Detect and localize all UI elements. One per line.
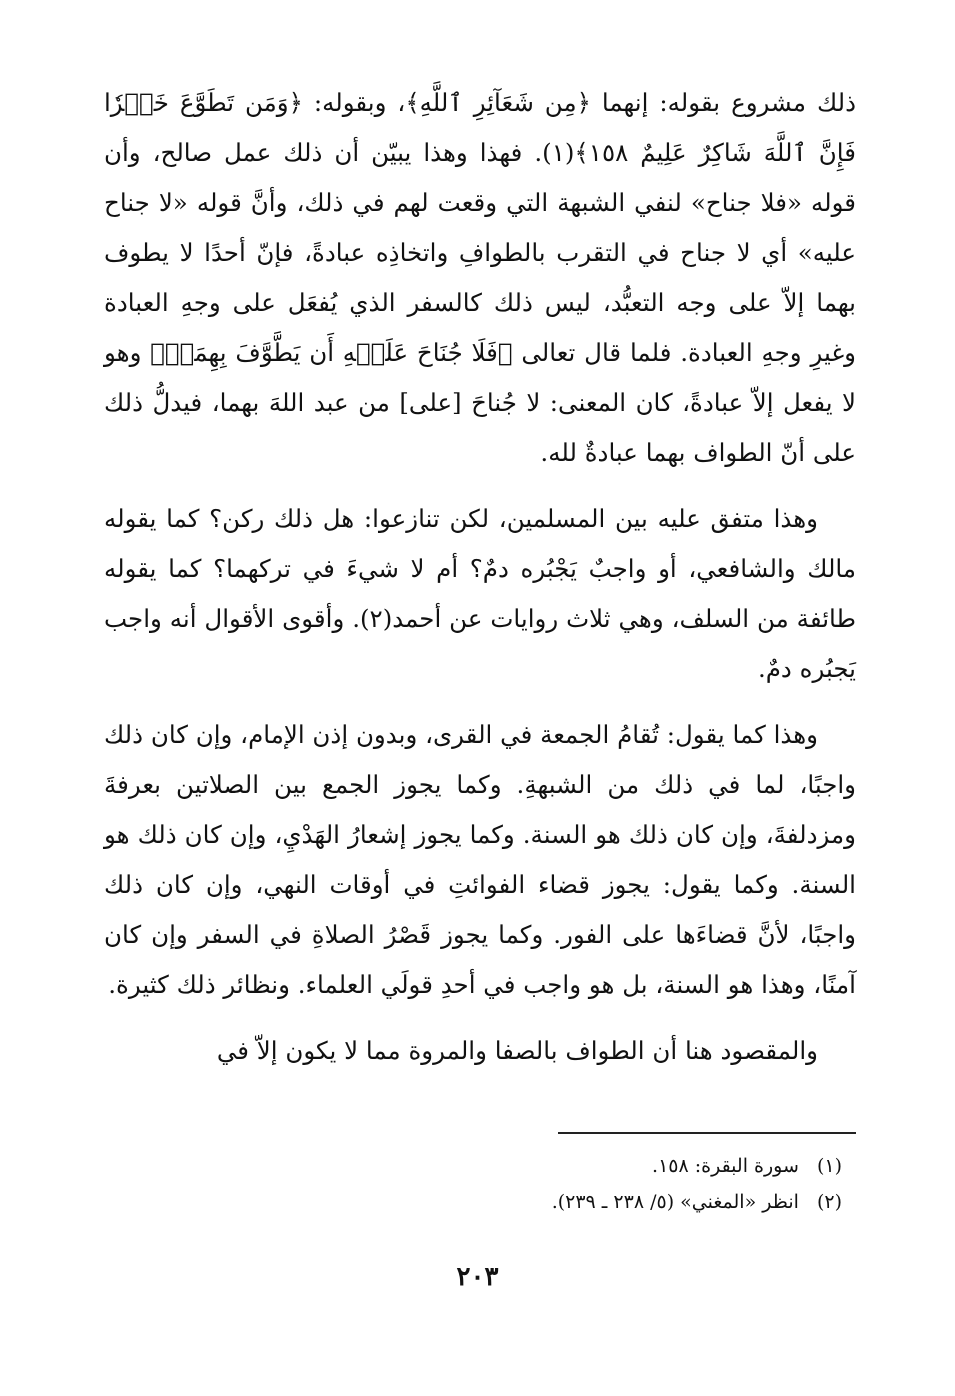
footnote-number: (٢)	[816, 1191, 842, 1213]
footnote-divider	[558, 1132, 856, 1134]
paragraph: ذلك مشروع بقوله: إنهما ﴿مِن شَعَآئِرِ ٱللَّهِ﴾، وبقوله: ﴿وَمَن تَطَوَّعَ خَيۡرٗا فَإِنَّ ٱللَّهَ شَاكِرٌ عَلِيمٌ ١٥٨﴾(١). فهذا وهذا يبيّن أن ذلك عمل صالح، وأن قوله «فلا جناح» لنفي الشبهة التي وقعت لهم في ذلك، وأنَّ قوله «لا جناح عليه» أي لا جناح في التقرب بالطوافِ واتخاذِه عبادةً، فإنّ أحدًا لا يطوف بهما إلاّ على وجه التعبُّد، ليس ذلك كالسفر الذي يُفعَل على وجهِ العبادة وغيرِ وجهِ العبادة. فلما قال تعالى ﴿فَلَا جُنَاحَ عَلَيۡهِ أَن يَطَّوَّفَ بِهِمَاۚ﴾ وهو لا يفعل إلاّ عبادةً، كان المعنى: لا جُناحَ [على] من عبد اللهَ بهما، فيدلُّ ذلك على أنّ الطواف بهما عبادةٌ لله.	[104, 88, 856, 467]
paragraph: وهذا كما يقول: تُقامُ الجمعة في القرى، وبدون إذن الإمام، وإن كان ذلك واجبًا، لما في ذلك من الشبهةِ. وكما يجوز الجمع بين الصلاتين بعرفةَ ومزدلفةَ، وإن كان ذلك هو السنة. وكما يجوز إشعارُ الهَدْيِ، وإن كان ذلك هو السنة. وكما يقول: يجوز قضاء الفوائتِ في أوقات النهي، وإن كان ذلك واجبًا، لأنَّ قضاءَها على الفور. وكما يجوز قَصْرُ الصلاةِ في السفر وإن كان آمنًا، وهذا هو السنة، بل هو واجب في أحدِ قولَي العلماء. ونظائر ذلك كثيرة.	[104, 720, 856, 999]
footnote-text: انظر «المغني» (٥/ ٢٣٨ ـ ٢٣٩).	[551, 1191, 799, 1213]
page-number: ٢٠٣	[456, 1262, 499, 1292]
paragraph: وهذا متفق عليه بين المسلمين، لكن تنازعوا: هل ذلك ركن؟ كما يقوله مالك والشافعي، أو واجبٌ يَجْبُره دمٌ؟ أم لا شيءَ في تركهما؟ كما يقوله طائفة من السلف، وهي ثلاث روايات عن أحمد(٢). وأقوى الأقوال أنه واجب يَجبُره دمٌ.	[104, 504, 856, 683]
footnote	[104, 1148, 856, 1184]
footnote	[104, 1184, 856, 1220]
paragraph: والمقصود هنا أن الطواف بالصفا والمروة مما لا يكون إلاّ في	[216, 1036, 818, 1065]
footnote-number: (١)	[816, 1155, 842, 1177]
footnote-text: سورة البقرة: ١٥٨.	[652, 1155, 799, 1177]
main-text	[104, 78, 856, 1076]
footnotes	[104, 1132, 856, 1220]
